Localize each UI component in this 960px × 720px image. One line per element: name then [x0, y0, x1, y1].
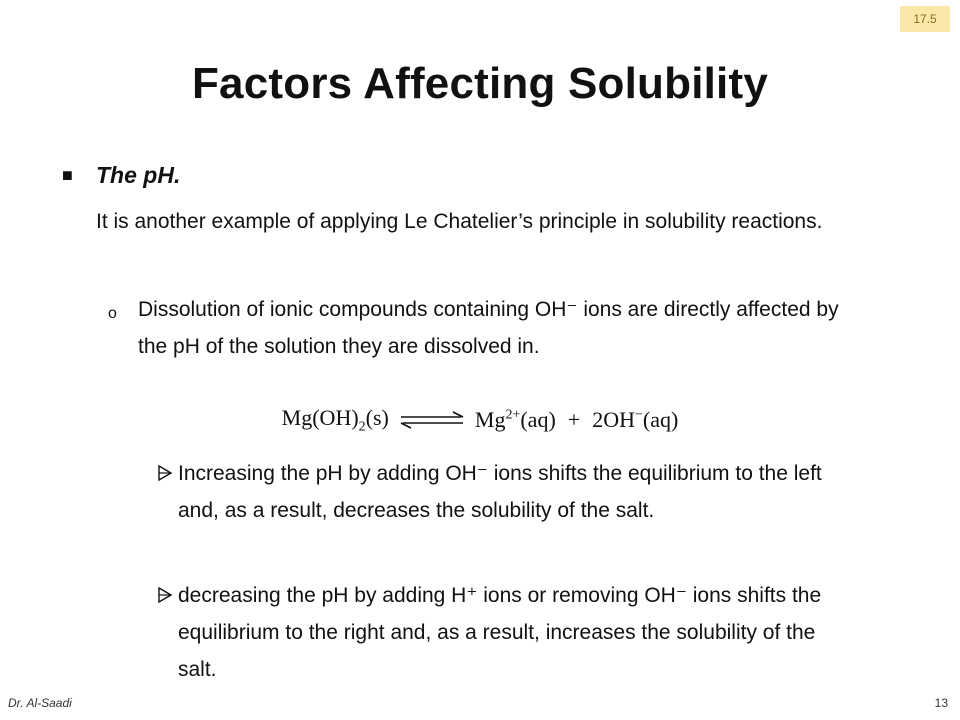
le-chatelier-paragraph: It is another example of applying Le Chatelier’s principle in solubility reactions.	[96, 210, 823, 233]
slide-title: Factors Affecting Solubility	[191, 59, 768, 108]
circle-bullet-icon: o	[108, 305, 117, 322]
equation-plus: +	[567, 407, 581, 433]
bullet-dissolution	[108, 291, 868, 365]
equilibrium-equation	[0, 405, 960, 435]
footer-page-number: 13	[934, 696, 948, 710]
arrow-bullet-icon	[158, 465, 172, 481]
bullet-ph-heading: The pH.	[96, 162, 181, 188]
equilibrium-arrows-icon	[397, 410, 467, 430]
equation-product-oh: 2OH−(aq)	[592, 407, 679, 433]
equation-product-mg: $Mg^{2+}(aq)$	[474, 407, 556, 433]
bullet-increase-ph	[158, 455, 858, 529]
arrow-bullet-icon	[158, 587, 172, 603]
square-bullet-icon: ■	[62, 165, 73, 185]
bullet-dissolution-text: Dissolution of ionic compounds containing OH⁻ ions are directly affected by the pH of the solution they are dissolved in.	[138, 298, 839, 358]
bullet-decrease-ph-text: decreasing the pH by adding H⁺ ions or removing OH⁻ ions shifts the equilibrium to the right and, as a result, increases the solubility of the salt.	[178, 584, 822, 681]
footer-author: Dr. Al-Saadi	[8, 696, 72, 710]
equation-reactant: $Mg(OH)_2(s)$	[281, 405, 389, 435]
section-badge: 17.5	[900, 6, 950, 32]
bullet-increase-ph-text: Increasing the pH by adding OH⁻ ions shifts the equilibrium to the left and, as a result, decreases the solubility of the salt.	[178, 462, 822, 522]
bullet-decrease-ph	[158, 577, 858, 688]
